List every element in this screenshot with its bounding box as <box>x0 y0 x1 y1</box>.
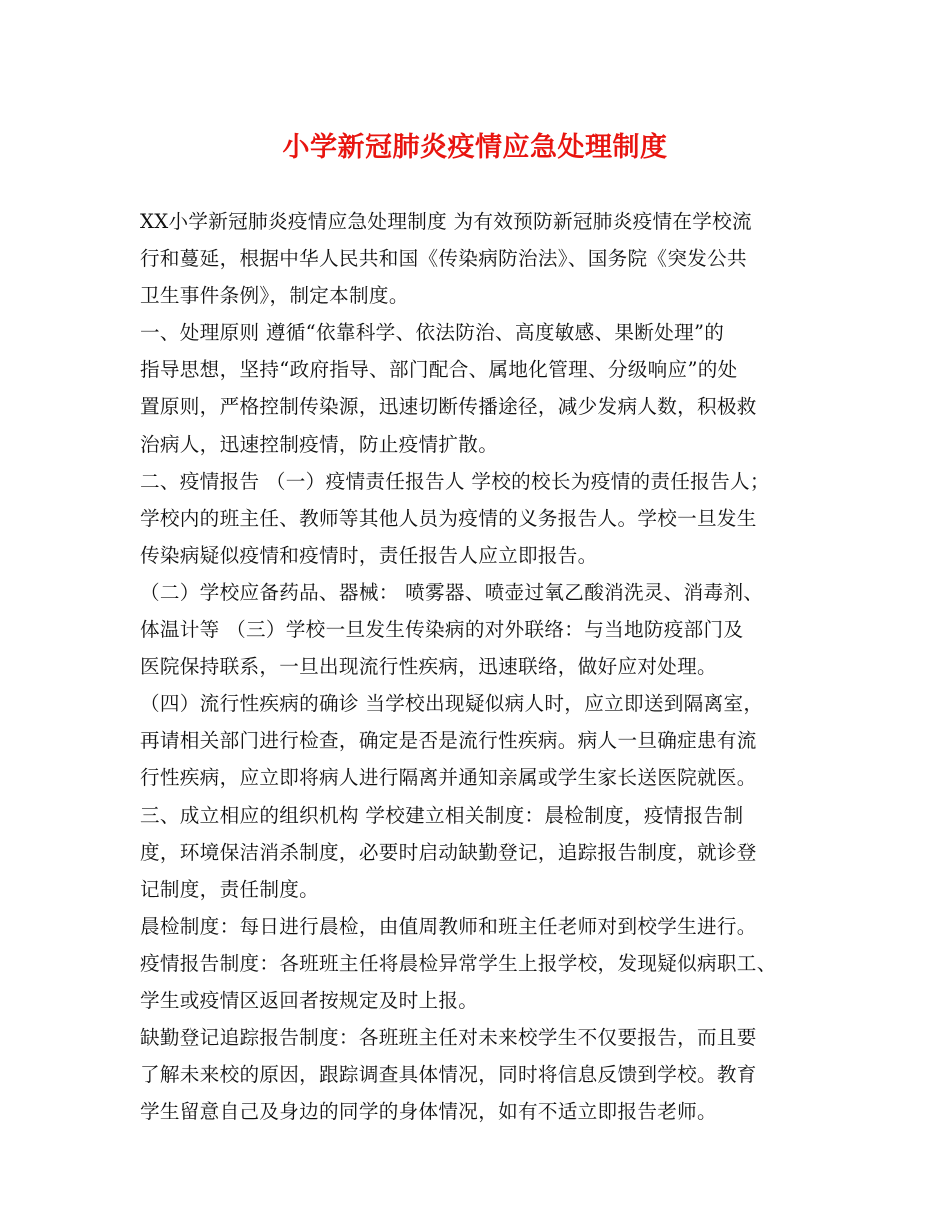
body-line: 学校内的班主任、教师等其他人员为疫情的义务报告人。学校一旦发生 <box>140 506 757 530</box>
body-line: 置原则，严格控制传染源，迅速切断传播途径，减少发病人数，积极救 <box>140 395 757 419</box>
body-line: 学生或疫情区返回者按规定及时上报。 <box>140 988 479 1012</box>
body-line: 医院保持联系，一旦出现流行性疾病，迅速联络，做好应对处理。 <box>140 655 717 679</box>
body-line: 再请相关部门进行检查，确定是否是流行性疾病。病人一旦确症患有流 <box>140 729 757 753</box>
body-line: XX小学新冠肺炎疫情应急处理制度 为有效预防新冠肺炎疫情在学校流 <box>140 210 752 233</box>
body-line: （四）流行性疾病的确诊 当学校出现疑似病人时，应立即送到隔离室， <box>140 692 764 716</box>
body-line: 体温计等 （三）学校一旦发生传染病的对外联络：与当地防疫部门及 <box>140 618 744 642</box>
body-line: （二）学校应备药品、器械： 喷雾器、喷壶过氧乙酸消洗灵、消毒剂、 <box>140 580 764 604</box>
body-line: 二、疫情报告 （一）疫情责任报告人 学校的校长为疫情的责任报告人； <box>140 469 770 493</box>
document-title: 小学新冠肺炎疫情应急处理制度 <box>282 132 668 163</box>
body-line: 疫情报告制度：各班班主任将晨检异常学生上报学校，发现疑似病职工、 <box>140 951 777 975</box>
body-line: 三、成立相应的组织机构 学校建立相关制度：晨检制度，疫情报告制 <box>140 803 744 827</box>
body-line: 晨检制度：每日进行晨检，由值周教师和班主任老师对到校学生进行。 <box>140 914 757 938</box>
body-line: 指导思想，坚持“政府指导、部门配合、属地化管理、分级响应”的处 <box>140 358 738 382</box>
body-line: 记制度，责任制度。 <box>140 877 320 901</box>
body-line: 学生留意自己及身边的同学的身体情况，如有不适立即报告老师。 <box>140 1100 717 1124</box>
body-line: 卫生事件条例》，制定本制度。 <box>140 284 409 308</box>
body-line: 度，环境保洁消杀制度，必要时启动缺勤登记，追踪报告制度，就诊登 <box>140 840 757 864</box>
body-line: 传染病疑似疫情和疫情时，责任报告人应立即报告。 <box>140 543 598 567</box>
body-line: 缺勤登记追踪报告制度：各班班主任对未来校学生不仅要报告，而且要 <box>140 1026 757 1050</box>
document-body <box>140 203 820 1130</box>
body-line: 一、处理原则 遵循“依靠科学、依法防治、高度敏感、果断处理”的 <box>140 321 725 345</box>
body-line: 了解未来校的原因，跟踪调查具体情况，同时将信息反馈到学校。教育 <box>140 1063 757 1087</box>
body-line: 行性疾病，应立即将病人进行隔离并通知亲属或学生家长送医院就医。 <box>140 766 757 790</box>
body-line: 行和蔓延，根据中华人民共和国《传染病防治法》、国务院《突发公共 <box>140 247 747 271</box>
body-line: 治病人，迅速控制疫情，防止疫情扩散。 <box>140 432 499 456</box>
